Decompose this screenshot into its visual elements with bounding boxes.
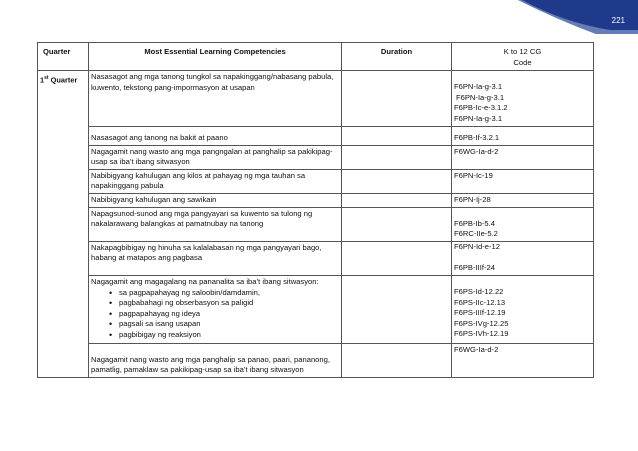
sub-competency-list <box>91 288 339 341</box>
competency-cell: Nasasagot ang mga tanong tungkol sa napakinggang/nabasang pabula, kuwento, tekstong pang-impormasyon at usapan <box>89 71 342 127</box>
cg-code: F6PN-Ia-g-3.1 <box>454 113 503 123</box>
duration-cell <box>342 145 452 169</box>
cg-code: F6PB-IIIf-24 <box>454 263 495 273</box>
header-quarter: Quarter <box>38 43 89 71</box>
table-row <box>38 343 594 377</box>
competency-cell: Nasasagot ang tanong na bakit at paano <box>89 127 342 146</box>
cg-code: F6PB-If-3.2.1 <box>454 133 500 142</box>
cg-code: F6PN-Ij-28 <box>454 194 491 204</box>
duration-cell <box>342 127 452 146</box>
table-header-row <box>38 43 594 71</box>
duration-cell <box>342 71 452 127</box>
competency-text: Nagagamit nang wasto ang mga panghalip sa panao, paari, pananong, pamatlig, pamaklaw sa pakikipag-usap sa iba’t ibang sitwasyon <box>91 354 330 375</box>
table-row <box>38 169 594 193</box>
list-item: • pagbabahagi ng obserbasyon sa paligid <box>109 298 339 309</box>
cg-code: F6PS-IVg-12.25 <box>454 318 509 328</box>
table-row <box>38 241 594 275</box>
table-row <box>38 71 594 127</box>
competency-text: Nagagamit ang magagalang na pananalita sa iba’t ibang sitwasyon: <box>91 276 319 286</box>
cg-code: F6PB-Ic-e-3.1.2 <box>454 103 508 113</box>
table-row <box>38 127 594 146</box>
competency-cell: Nabibigyang kahulugan ang sawikain <box>89 193 342 207</box>
code-cell <box>452 169 594 193</box>
quarter-cell <box>38 71 89 378</box>
cg-code: F6PS-IIc-12.13 <box>454 297 506 307</box>
cg-code: F6PN-Id-e-12 <box>454 241 501 251</box>
quarter-suffix: st <box>44 75 49 81</box>
competency-cell: Nakapagbibigay ng hinuha sa kalalabasan ng mga pangyayari bago, habang at matapos ang pagbasa <box>89 241 342 275</box>
table-row <box>38 275 594 343</box>
cg-code: F6PN-Ia-g-3.1 <box>454 82 503 91</box>
list-item: • pagbibigay ng reaksiyon <box>109 330 339 341</box>
duration-cell <box>342 169 452 193</box>
cg-code: F6RC-IIe-5.2 <box>454 229 498 239</box>
table-row <box>38 145 594 169</box>
table-row <box>38 193 594 207</box>
code-cell <box>452 145 594 169</box>
header-code <box>452 43 594 71</box>
code-cell <box>452 275 594 343</box>
cg-code: F6PN-Ia-g-3.1 <box>456 92 505 102</box>
duration-cell <box>342 241 452 275</box>
cg-code: F6PB-Ib-5.4 <box>454 218 495 228</box>
header-duration: Duration <box>342 43 452 71</box>
quarter-number: 1 <box>40 75 45 85</box>
header-competencies: Most Essential Learning Competencies <box>89 43 342 71</box>
code-cell <box>452 193 594 207</box>
cg-code: F6PS-IIIf-12.19 <box>454 308 506 318</box>
list-item: • pagsali sa isang usapan <box>109 319 339 330</box>
duration-cell <box>342 193 452 207</box>
cg-code: F6WG-Ia-d-2 <box>454 146 499 156</box>
code-cell <box>452 127 594 146</box>
competency-cell: Nagagamit nang wasto ang mga pangngalan at panghalip sa pakikipag-usap sa iba’t ibang sitwasyon <box>89 145 342 169</box>
code-cell <box>452 207 594 241</box>
cg-code: F6PS-IVh-12.19 <box>454 329 509 339</box>
cg-code: F6PN-Ic-19 <box>454 170 493 180</box>
code-cell <box>452 241 594 275</box>
duration-cell <box>342 275 452 343</box>
cg-code: F6PS-Id-12.22 <box>454 286 504 296</box>
code-cell <box>452 71 594 127</box>
header-code-line2: Code <box>513 57 532 67</box>
competency-cell <box>89 343 342 377</box>
table-row <box>38 207 594 241</box>
list-item: • pagpapahayag ng ideya <box>109 309 339 320</box>
header-code-line1: K to 12 CG <box>503 47 542 56</box>
competency-cell: Nabibigyang kahulugan ang kilos at pahayag ng mga tauhan sa napakinggang pabula <box>89 169 342 193</box>
page-number: 221 <box>611 16 625 25</box>
list-item: • sa pagpapahayag ng saloobin/damdamin, <box>109 288 339 299</box>
duration-cell <box>342 343 452 377</box>
duration-cell <box>342 207 452 241</box>
competency-cell <box>89 275 342 343</box>
quarter-word: Quarter <box>48 75 78 85</box>
competency-cell: Napagsunod-sunod ang mga pangyayari sa kuwento sa tulong ng nakalarawang balangkas at pamatnubay na tanong <box>89 207 342 241</box>
competencies-table <box>37 42 594 378</box>
cg-code: F6WG-Ia-d-2 <box>454 344 499 354</box>
code-cell <box>452 343 594 377</box>
